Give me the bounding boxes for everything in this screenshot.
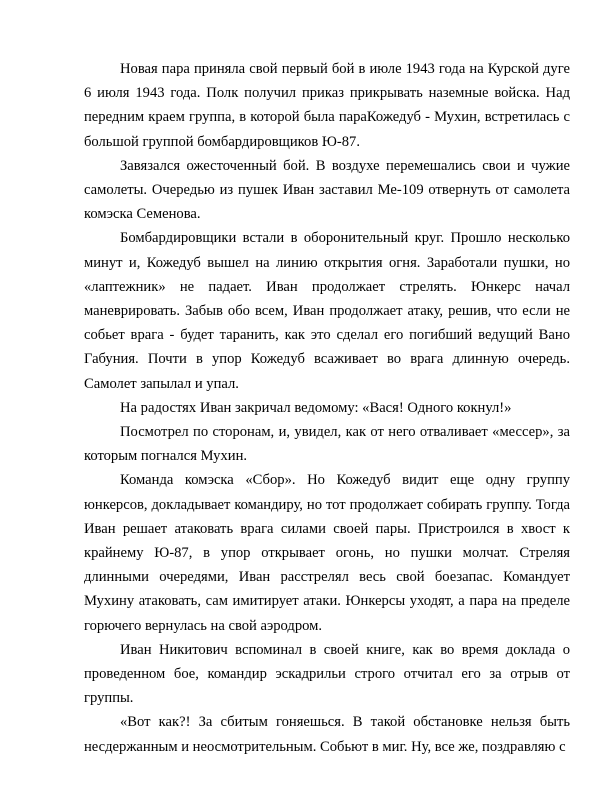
document-body xyxy=(84,57,570,759)
paragraph-book-recollection: Иван Никитович вспоминал в своей книге, как во время доклада о проведенном бое, командир эскадрильи строго отчитал его за отрыв от группы. xyxy=(84,641,570,707)
paragraph-bombers-circle: Бомбардировщики встали в оборонительный круг. Прошло несколько минут и, Кожедуб вышел на линию открытия огня. Заработали пушки, но «лаптежник» не падает. Иван продолжает стрелять. Юнкерс начал маневрировать. Забыв обо всем, Иван продолжает атаку, решив, что если не собьет врага - будет таранить, как это сделал его погибший ведущий Вано Габуния. Почти в упор Кожедуб всаживает во врага длинную очередь. Самолет запылал и упал. xyxy=(84,230,570,392)
paragraph-kursk-first-battle: Новая пара приняла свой первый бой в июле 1943 года на Курской дуге 6 июля 1943 года. Полк получил приказ прикрывать наземные войска. Над передним краем группа, в которой была параКожедуб - Мухин, встретилась с большой группой бомбардировщиков Ю-87. xyxy=(84,61,570,150)
paragraph-messer-chase: Посмотрел по сторонам, и, увидел, как от него отваливает «мессер», за которым погнался Мухин. xyxy=(84,424,570,465)
paragraph-regroup-command: Команда комэска «Сбор». Но Кожедуб видит еще одну группу юнкерсов, докладывает командиру, но тот продолжает собирать группу. Тогда Иван решает атаковать врага силами своей пары. Пристроился в хвост к крайнему Ю-87, в упор открывает огонь, но пушки молчат. Стреляя длинными очередями, Иван расстрелял весь свой боезапас. Командует Мухину атаковать, сам имитирует атаки. Юнкерсы уходят, а пара на пределе горючего вернулась на свой аэродром. xyxy=(84,472,570,634)
paragraph-radio-shout: На радостях Иван закричал ведомому: «Вася! Одного кокнул!» xyxy=(120,399,512,416)
paragraph-commander-quote: «Вот как?! За сбитым гоняешься. В такой обстановке нельзя быть несдержанным и неосмотрительным. Собьют в миг. Ну, все же, поздравляю с xyxy=(84,714,570,755)
paragraph-fierce-battle: Завязался ожесточенный бой. В воздухе перемешались свои и чужие самолеты. Очередью из пушек Иван заставил Ме-109 отвернуть от самолета комэска Семенова. xyxy=(84,157,570,223)
